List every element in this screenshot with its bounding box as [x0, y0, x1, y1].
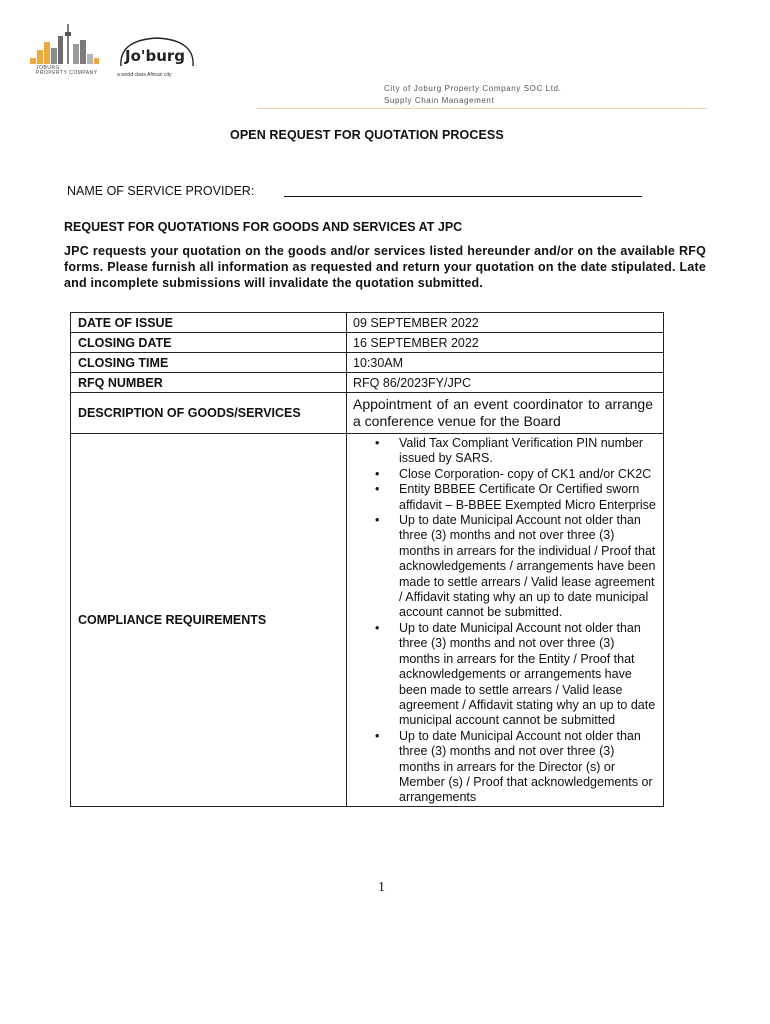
company-name: City of Joburg Property Company SOC Ltd.	[384, 84, 562, 93]
closing-date-label: CLOSING DATE	[71, 333, 347, 353]
page-title: OPEN REQUEST FOR QUOTATION PROCESS	[230, 128, 504, 142]
closing-time-value: 10:30AM	[347, 353, 664, 373]
table-row	[71, 313, 664, 333]
table-row	[71, 333, 664, 353]
joburg-tagline: a world class African city	[117, 72, 172, 78]
department: Supply Chain Management	[384, 96, 495, 105]
list-item: • Up to date Municipal Account not older than three (3) months and not over three (3) months in arrears for the Director (s) or Member (s) / Proof that acknowledgements or arrangements	[399, 729, 657, 806]
date-of-issue-label: DATE OF ISSUE	[71, 313, 347, 333]
company-block	[384, 83, 561, 107]
service-provider-line	[284, 196, 642, 197]
table-row	[71, 393, 664, 434]
date-of-issue-value: 09 SEPTEMBER 2022	[347, 313, 664, 333]
rfq-number-label: RFQ NUMBER	[71, 373, 347, 393]
compliance-list	[353, 436, 663, 806]
description-label: DESCRIPTION OF GOODS/SERVICES	[71, 393, 347, 434]
table-row	[71, 434, 664, 807]
joburg-logo	[117, 36, 197, 70]
rfq-number-value: RFQ 86/2023FY/JPC	[347, 373, 664, 393]
list-item: • Up to date Municipal Account not older than three (3) months and not over three (3) months in arrears for the individual / Proof that acknowledgements / arrangements have been made to settle arrears / Valid lease agreement / Affidavit stating why an up to date municipal account cannot be submitted.	[399, 513, 657, 621]
page-number: 1	[378, 880, 385, 895]
compliance-value	[347, 434, 664, 807]
intro-paragraph: JPC requests your quotation on the goods and/or services listed hereunder and/or on the available RFQ forms. Please furnish all information as requested and return your quotation on the date stipulated. Late and incomplete submissions will invalidate the quotation submitted.	[64, 244, 706, 290]
closing-date-value: 16 SEPTEMBER 2022	[347, 333, 664, 353]
list-item: • Close Corporation- copy of CK1 and/or CK2C	[399, 467, 657, 482]
compliance-label: COMPLIANCE REQUIREMENTS	[71, 434, 347, 807]
joburg-logo-text: Jo'burg	[125, 47, 186, 65]
list-item: • Up to date Municipal Account not older than three (3) months and not over three (3) months in arrears for the Entity / Proof that acknowledgements or arrangements have been made to settle arrears / Valid lease agreement / Affidavit stating why an up to date municipal account cannot be submitted	[399, 621, 657, 729]
closing-time-label: CLOSING TIME	[71, 353, 347, 373]
list-item: • Valid Tax Compliant Verification PIN number issued by SARS.	[399, 436, 657, 467]
description-value: Appointment of an event coordinator to arrange a conference venue for the Board	[347, 393, 664, 434]
table-row	[71, 373, 664, 393]
header-rule	[257, 108, 707, 109]
table-row	[71, 353, 664, 373]
rfq-heading: REQUEST FOR QUOTATIONS FOR GOODS AND SERVICES AT JPC	[64, 220, 463, 234]
jpc-logo-text: JOBURG PROPERTY COMPANY	[36, 65, 98, 76]
list-item: • Entity BBBEE Certificate Or Certified sworn affidavit – B-BBEE Exempted Micro Enterprise	[399, 482, 657, 513]
service-provider-label: NAME OF SERVICE PROVIDER:	[67, 184, 255, 198]
rfq-table	[70, 312, 664, 807]
